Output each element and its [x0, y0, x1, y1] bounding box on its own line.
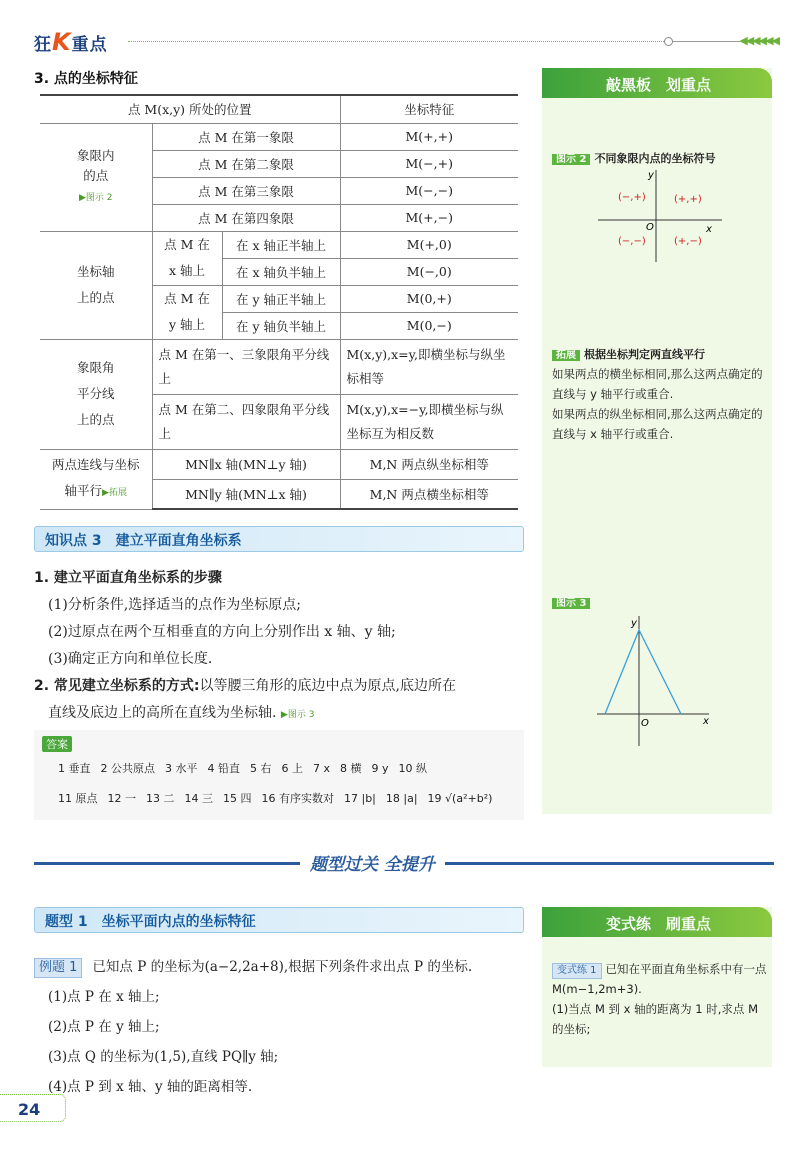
practice-text: 变式练 1 已知在平面直角坐标系中有一点 M(m−1,2m+3). (1)当点 M 到 x 轴的距离为 1 时,求点 M 的坐标; — [552, 962, 767, 1036]
header-arrows-icon: ◀◀◀◀◀◀ — [739, 34, 778, 47]
knowledge-point-banner: 知识点 3 建立平面直角坐标系 — [34, 526, 524, 552]
axis-label-x: x — [703, 716, 709, 727]
answer-item: 5 右 — [250, 762, 272, 775]
table-cell: M,N 两点横坐标相等 — [340, 479, 518, 509]
table-cell: MN∥y 轴(MN⊥x 轴) — [152, 479, 340, 509]
header-circle-icon — [664, 37, 673, 46]
table-cell: 点 M 在第二、四象限角平分线上 — [152, 394, 340, 449]
divider-title: 题型过关 全提升 — [300, 850, 445, 875]
sidebar-key-points — [542, 68, 772, 814]
question-type-banner: 题型 1 坐标平面内点的坐标特征 — [34, 907, 524, 933]
extension-tag[interactable]: ▶拓展 — [102, 488, 127, 498]
bisector-cell: 象限角 平分线 上的点 — [40, 339, 152, 449]
table-cell: 点 M 在第四象限 — [152, 204, 340, 231]
table-cell: 点 M 在第二象限 — [152, 150, 340, 177]
quadrant1-sign: (+,+) — [674, 194, 702, 205]
answer-item: 11 原点 — [58, 792, 98, 805]
common-text: 以等腰三角形的底边中点为原点,底边所在 — [199, 678, 456, 694]
answer-item: 4 铅直 — [207, 762, 240, 775]
table-cell: 点 M 在第一、三象限角平分线上 — [152, 339, 340, 394]
parallel-cell: 两点连线与坐标轴平行▶拓展 — [40, 449, 152, 509]
answer-item: 18 |a| — [385, 792, 418, 805]
table-cell: 点 M 在第一象限 — [152, 123, 340, 150]
table-header-position: 点 M(x,y) 所处的位置 — [40, 95, 340, 123]
table-cell: M(+,−) — [340, 204, 518, 231]
triangle-axes-diagram — [597, 610, 717, 750]
page-header — [30, 22, 780, 60]
table-cell: M(x,y),x=−y,即横坐标与纵坐标互为相反数 — [340, 394, 518, 449]
table-cell: M(0,−) — [340, 312, 518, 339]
answer-label: 答案 — [42, 736, 72, 752]
table-cell: M(0,+) — [340, 285, 518, 312]
answer-box — [34, 730, 524, 820]
axis-label-y: y — [631, 618, 637, 629]
example-block — [34, 952, 472, 1102]
table-cell: MN∥x 轴(MN⊥y 轴) — [152, 449, 340, 479]
answer-item: 7 x — [313, 762, 331, 775]
origin-label: O — [646, 222, 654, 233]
figure2-label: 图示 2 不同象限内点的坐标符号 — [552, 150, 715, 166]
quadrant4-sign: (+,−) — [674, 236, 702, 247]
answer-item: 1 垂直 — [58, 762, 91, 775]
example-part: (3)点 Q 的坐标为(1,5),直线 PQ∥y 轴; — [48, 1049, 279, 1065]
extension-label: 拓展 根据坐标判定两直线平行 — [552, 346, 705, 362]
table-cell: 在 x 轴正半轴上 — [222, 231, 340, 258]
example-part: (4)点 P 到 x 轴、y 轴的距离相等. — [48, 1079, 253, 1095]
step-item: (3)确定正方向和单位长度. — [48, 651, 213, 667]
steps-title: 1. 建立平面直角坐标系的步骤 — [34, 570, 222, 586]
example-part: (1)点 P 在 x 轴上; — [48, 989, 160, 1005]
isosceles-triangle — [605, 630, 681, 714]
step-item: (1)分析条件,选择适当的点作为坐标原点; — [48, 597, 301, 613]
axis-y-cell: 点 M 在 y 轴上 — [152, 285, 222, 339]
table-header-feature: 坐标特征 — [340, 95, 518, 123]
table-cell: 在 y 轴正半轴上 — [222, 285, 340, 312]
quadrant2-sign: (−,+) — [618, 192, 646, 203]
sidebar-practice — [542, 907, 772, 1067]
axis-label-y: y — [648, 170, 654, 181]
answer-item: 17 |b| — [344, 792, 376, 805]
answer-item: 16 有序实数对 — [261, 792, 334, 805]
practice-label: 变式练 1 — [552, 963, 602, 979]
quadrant-sign-diagram — [592, 166, 732, 266]
answer-item: 3 水平 — [165, 762, 198, 775]
answer-row-2 — [58, 790, 502, 806]
common-text: 直线及底边上的高所在直线为坐标轴. — [48, 705, 277, 721]
step-item: (2)过原点在两个互相垂直的方向上分别作出 x 轴、y 轴; — [48, 624, 396, 640]
common-title: 2. 常见建立坐标系的方式: — [34, 678, 200, 694]
header-rule — [670, 41, 740, 42]
answer-item: 14 三 — [184, 792, 213, 805]
origin-label: O — [641, 718, 649, 729]
answer-item: 15 四 — [223, 792, 252, 805]
answer-item: 10 纵 — [398, 762, 428, 775]
table-cell: M(−,0) — [340, 258, 518, 285]
table-cell: M(+,0) — [340, 231, 518, 258]
figure-ref-tag[interactable]: ▶图示 3 — [280, 710, 315, 720]
example-question: 已知点 P 的坐标为(a−2,2a+8),根据下列条件求出点 P 的坐标. — [92, 959, 473, 975]
quad-cell: 象限内 的点 ▶图示 2 — [40, 123, 152, 231]
quadrant3-sign: (−,−) — [618, 236, 646, 247]
answer-item: 13 二 — [146, 792, 175, 805]
answer-item: 6 上 — [281, 762, 303, 775]
brand-logo: 狂K重点 — [34, 28, 108, 56]
answer-item: 8 横 — [340, 762, 362, 775]
axis-x-cell: 点 M 在 x 轴上 — [152, 231, 222, 285]
section-title: 3. 点的坐标特征 — [34, 71, 138, 87]
header-dotted-line — [128, 41, 670, 42]
figure-ref-tag[interactable]: ▶图示 2 — [78, 193, 113, 203]
answer-item: 19 √(a²+b²) — [427, 792, 493, 805]
table-cell: M(+,+) — [340, 123, 518, 150]
coordinate-table — [40, 94, 518, 510]
answer-item: 9 y — [371, 762, 389, 775]
steps-section — [34, 565, 529, 729]
table-cell: M,N 两点纵坐标相等 — [340, 449, 518, 479]
table-cell: 点 M 在第三象限 — [152, 177, 340, 204]
axis-cell: 坐标轴 上的点 — [40, 231, 152, 339]
answer-item: 2 公共原点 — [100, 762, 155, 775]
table-cell: 在 x 轴负半轴上 — [222, 258, 340, 285]
table-cell: M(−,−) — [340, 177, 518, 204]
answer-row-1 — [58, 760, 437, 776]
sidebar-title: 敲黑板 划重点 — [542, 68, 772, 98]
example-label: 例题 1 — [34, 958, 82, 978]
answer-item: 12 一 — [107, 792, 136, 805]
extension-text: 如果两点的横坐标相同,那么这两点确定的直线与 y 轴平行或重合. 如果两点的纵坐标相同,那么这两点确定的直线与 x 轴平行或重合. — [552, 367, 763, 441]
example-part: (2)点 P 在 y 轴上; — [48, 1019, 160, 1035]
page-number: 24 — [18, 1100, 41, 1119]
table-cell: M(x,y),x=y,即横坐标与纵坐标相等 — [340, 339, 518, 394]
axis-label-x: x — [706, 224, 712, 235]
table-cell: M(−,+) — [340, 150, 518, 177]
practice-title: 变式练 刷重点 — [542, 907, 772, 937]
figure3-label: 图示 3 — [552, 594, 594, 609]
table-cell: 在 y 轴负半轴上 — [222, 312, 340, 339]
